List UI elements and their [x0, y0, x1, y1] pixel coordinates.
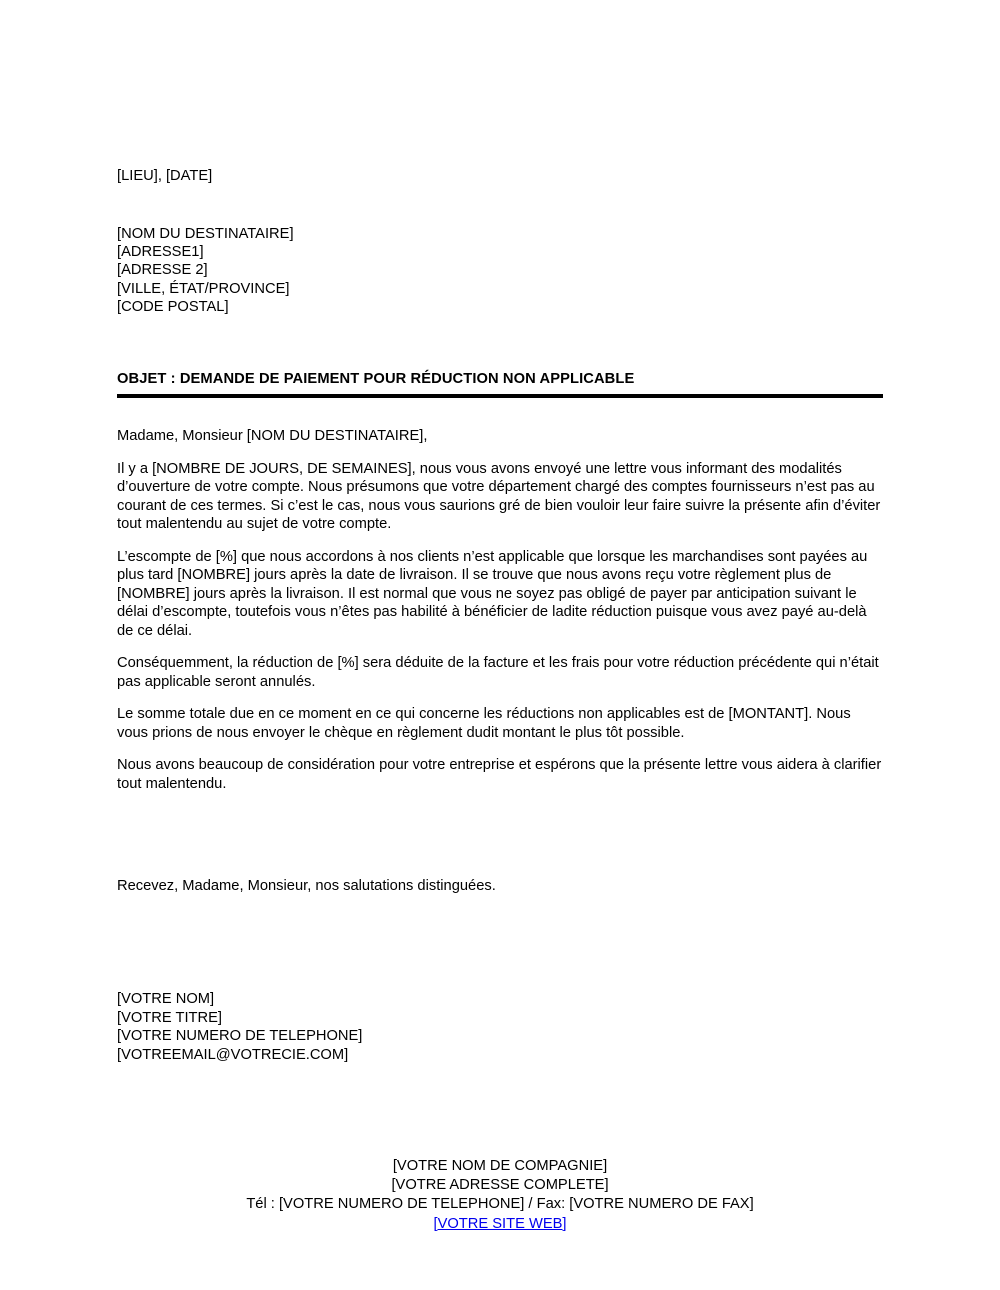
recipient-address-2: [ADRESSE 2]	[117, 262, 208, 279]
subject-divider-rule	[117, 394, 883, 398]
page-footer	[0, 1157, 1000, 1234]
recipient-city-state: [VILLE, ÉTAT/PROVINCE]	[117, 280, 290, 297]
footer-website-link[interactable]: [VOTRE SITE WEB]	[433, 1215, 567, 1232]
recipient-postal-code: [CODE POSTAL]	[117, 298, 229, 315]
footer-contact: Tél : [VOTRE NUMERO DE TELEPHONE] / Fax: [VOTRE NUMERO DE FAX]	[246, 1196, 754, 1213]
body-paragraph-2: L’escompte de [%] que nous accordons à nos clients n’est applicable que lorsque les marchandises sont payées au plus tard [NOMBRE] jours après la date de livraison. Il se trouve que nous avons reçu votre règlement plus de [NOMBRE] jours après la livraison. Il est normal que vous ne soyez pas obligé de payer par anticipation suivant le délai d’escompte, toutefois vous n’êtes pas habilité à bénéficier de ladite réduction puisque vous avez payé au-delà de ce délai.	[117, 548, 868, 639]
recipient-name: [NOM DU DESTINATAIRE]	[117, 226, 294, 242]
signature-email: [VOTREEMAIL@VOTRECIE.COM]	[117, 1046, 349, 1063]
recipient-address-block	[117, 225, 294, 316]
footer-website-link-wrapper	[0, 1215, 1000, 1234]
letter-date-line: [LIEU], [DATE]	[117, 168, 213, 184]
body-paragraph-3: Conséquemment, la réduction de [%] sera déduite de la facture et les frais pour votre réduction précédente qui n’était pas applicable seront annulés.	[117, 655, 879, 690]
salutation-line: Madame, Monsieur [NOM DU DESTINATAIRE],	[117, 428, 428, 444]
signature-title: [VOTRE TITRE]	[117, 1009, 222, 1026]
signature-phone: [VOTRE NUMERO DE TELEPHONE]	[117, 1028, 363, 1045]
footer-company-name: [VOTRE NOM DE COMPAGNIE]	[392, 1158, 608, 1174]
recipient-address-1: [ADRESSE1]	[117, 244, 204, 261]
closing-line: Recevez, Madame, Monsieur, nos salutations distinguées.	[117, 878, 496, 894]
letter-body	[117, 427, 883, 807]
subject-heading: OBJET : DEMANDE DE PAIEMENT POUR RÉDUCTION NON APPLICABLE	[117, 371, 635, 387]
body-paragraph-4: Le somme totale due en ce moment en ce qui concerne les réductions non applicables est de [MONTANT]. Nous vous prions de nous envoyer le chèque en règlement dudit montant le plus tôt possible.	[117, 706, 851, 741]
signature-block	[117, 990, 362, 1064]
footer-address: [VOTRE ADRESSE COMPLETE]	[391, 1177, 609, 1194]
body-paragraph-1: Il y a [NOMBRE DE JOURS, DE SEMAINES], nous vous avons envoyé une lettre vous informant des modalités d’ouverture de votre compte. Nous présumons que votre département chargé des comptes fournisseurs n’est pas au courant de ces termes. Si c’est le cas, nous vous saurions gré de bien vouloir leur faire suivre la présente afin d’éviter tout malentendu au sujet de votre compte.	[117, 460, 881, 532]
signature-name: [VOTRE NOM]	[117, 991, 215, 1007]
body-paragraph-5: Nous avons beaucoup de considération pour votre entreprise et espérons que la présente lettre vous aidera à clarifier tout malentendu.	[117, 757, 882, 792]
